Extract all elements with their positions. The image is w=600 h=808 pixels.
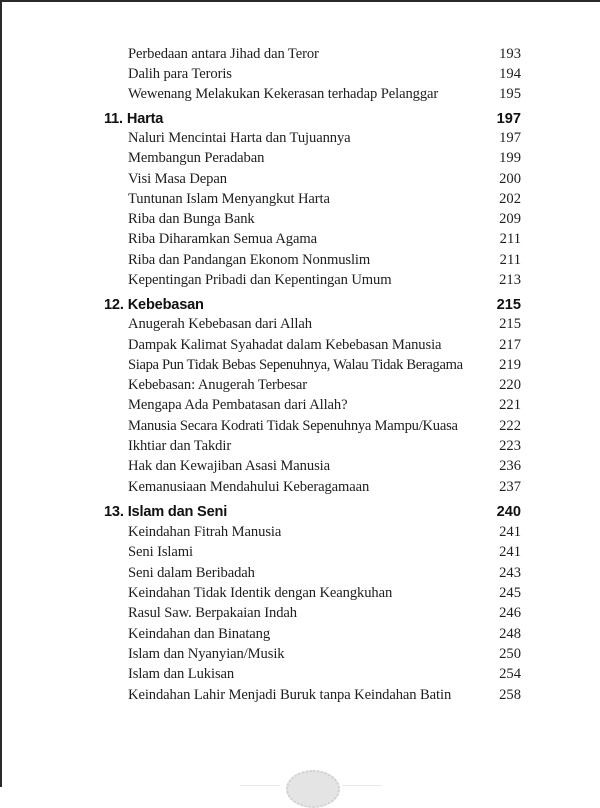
toc-entry[interactable] [0, 192, 600, 212]
toc-entry[interactable] [0, 378, 600, 398]
toc-entry[interactable] [0, 131, 600, 151]
toc-entry-title: Wewenang Melakukan Kekerasan terhadap Pelanggar [128, 86, 439, 102]
toc-chapter-11[interactable] [0, 111, 600, 131]
toc-entry-title: Ikhtiar dan Takdir [128, 438, 232, 454]
page-number-ornament-icon [286, 770, 340, 808]
toc-entry-page: 222 [499, 418, 521, 434]
toc-entry-page: 211 [499, 252, 521, 268]
toc-chapter-title [104, 111, 163, 127]
toc-entry-title: Riba dan Bunga Bank [128, 211, 255, 227]
toc-chapter-name: Kebebasan [127, 297, 204, 313]
toc-entry-title: Dampak Kalimat Syahadat dalam Kebebasan Manusia [128, 337, 442, 353]
toc-chapter-12[interactable] [0, 297, 600, 317]
toc-entry[interactable] [0, 586, 600, 606]
toc-entry-page: 254 [499, 666, 521, 682]
toc-entry-page: 193 [499, 46, 521, 62]
toc-entry-page: 223 [499, 438, 521, 454]
toc-entry-title: Keindahan Fitrah Manusia [128, 524, 282, 540]
ornament-line-left [240, 785, 280, 786]
toc-chapter-13[interactable] [0, 504, 600, 524]
toc-entry-title: Riba dan Pandangan Ekonom Nonmuslim [128, 252, 371, 268]
toc-entry-page: 195 [499, 86, 521, 102]
toc-entry-title: Rasul Saw. Berpakaian Indah [128, 605, 297, 621]
toc-chapter-name: Harta [126, 111, 164, 127]
toc-chapter-number: 13. [104, 504, 124, 520]
toc-entry[interactable] [0, 67, 600, 87]
toc-entry-page: 199 [499, 150, 521, 166]
toc-entry[interactable] [0, 273, 600, 293]
toc-entry[interactable] [0, 606, 600, 626]
toc-entry[interactable] [0, 358, 600, 378]
toc-entry-title: Dalih para Teroris [128, 66, 232, 82]
toc-entry-title: Kebebasan: Anugerah Terbesar [128, 377, 308, 393]
toc-chapter-number: 12. [104, 297, 124, 313]
toc-entry[interactable] [0, 419, 600, 439]
toc-entry-title: Keindahan Lahir Menjadi Buruk tanpa Keindahan Batin [128, 687, 452, 703]
toc-entry-title: Hak dan Kewajiban Asasi Manusia [128, 458, 330, 474]
toc-entry[interactable] [0, 545, 600, 565]
toc-entry-title: Visi Masa Depan [128, 171, 227, 187]
toc-entry[interactable] [0, 317, 600, 337]
toc-entry-title: Manusia Secara Kodrati Tidak Sepenuhnya Mampu/Kuasa [128, 418, 458, 434]
toc-entry-page: 241 [499, 544, 521, 560]
toc-entry-title: Islam dan Nyanyian/Musik [128, 646, 285, 662]
toc-entry-page: 236 [499, 458, 521, 474]
toc-entry-page: 209 [499, 211, 521, 227]
toc-entry[interactable] [0, 459, 600, 479]
toc-entry[interactable] [0, 525, 600, 545]
toc-entry-page: 237 [499, 479, 521, 495]
toc-entry-page: 217 [499, 337, 521, 353]
toc-entry-page: 220 [499, 377, 521, 393]
toc-entry-page: 213 [499, 272, 521, 288]
toc-entry-title: Keindahan Tidak Identik dengan Keangkuhan [128, 585, 393, 601]
ornament-line-right [342, 785, 382, 786]
toc-entry-page: 219 [499, 357, 521, 373]
toc-entry[interactable] [0, 627, 600, 647]
toc-entry-title: Islam dan Lukisan [128, 666, 235, 682]
toc-entry-page: 197 [499, 130, 521, 146]
toc-entry[interactable] [0, 439, 600, 459]
toc-entry-page: 243 [499, 565, 521, 581]
toc-entry-page: 250 [499, 646, 521, 662]
toc-entry[interactable] [0, 667, 600, 687]
toc-entry-title: Kepentingan Pribadi dan Kepentingan Umum [128, 272, 392, 288]
toc-chapter-page: 197 [496, 111, 521, 127]
toc-entry[interactable] [0, 688, 600, 708]
toc-entry-title: Anugerah Kebebasan dari Allah [128, 316, 312, 332]
toc-chapter-name: Islam dan Seni [127, 504, 228, 520]
toc-entry[interactable] [0, 398, 600, 418]
toc-entry-title: Naluri Mencintai Harta dan Tujuannya [128, 130, 351, 146]
toc-entry-title: Riba Diharamkan Semua Agama [128, 231, 317, 247]
toc-entry-title: Keindahan dan Binatang [128, 626, 271, 642]
toc-entry-page: 241 [499, 524, 521, 540]
toc-entry[interactable] [0, 172, 600, 192]
toc-chapter-page: 240 [496, 504, 521, 520]
toc-entry-title: Seni dalam Beribadah [128, 565, 255, 581]
toc-entry[interactable] [0, 47, 600, 67]
toc-entry[interactable] [0, 566, 600, 586]
toc-entry-page: 194 [499, 66, 521, 82]
toc-chapter-page: 215 [496, 297, 521, 313]
toc-entry[interactable] [0, 647, 600, 667]
toc-entry-page: 246 [499, 605, 521, 621]
toc-entry-page: 245 [499, 585, 521, 601]
toc-chapter-title [104, 297, 204, 313]
toc-entry-title: Tuntunan Islam Menyangkut Harta [128, 191, 330, 207]
toc-entry-page: 258 [499, 687, 521, 703]
toc-chapter-title [104, 504, 227, 520]
toc-entry[interactable] [0, 253, 600, 273]
toc-entry-page: 200 [499, 171, 521, 187]
toc-entry-page: 215 [499, 316, 521, 332]
toc-entry-page: 202 [499, 191, 521, 207]
toc-entry-page: 211 [499, 231, 521, 247]
toc-entry-title: Membangun Peradaban [128, 150, 265, 166]
toc-entry[interactable] [0, 480, 600, 500]
toc-entry-page: 221 [499, 397, 521, 413]
toc-chapter-number: 11. [104, 111, 123, 127]
toc-entry[interactable] [0, 87, 600, 107]
toc-entry[interactable] [0, 212, 600, 232]
toc-entry-title: Mengapa Ada Pembatasan dari Allah? [128, 397, 348, 413]
toc-entry[interactable] [0, 232, 600, 252]
toc-entry[interactable] [0, 338, 600, 358]
toc-entry[interactable] [0, 151, 600, 171]
toc-entry-title: Siapa Pun Tidak Bebas Sepenuhnya, Walau Tidak Beragama [128, 357, 463, 373]
toc-entry-page: 248 [499, 626, 521, 642]
toc-entry-title: Kemanusiaan Mendahului Keberagamaan [128, 479, 370, 495]
toc-entry-title: Perbedaan antara Jihad dan Teror [128, 46, 319, 62]
toc-entry-title: Seni Islami [128, 544, 193, 560]
